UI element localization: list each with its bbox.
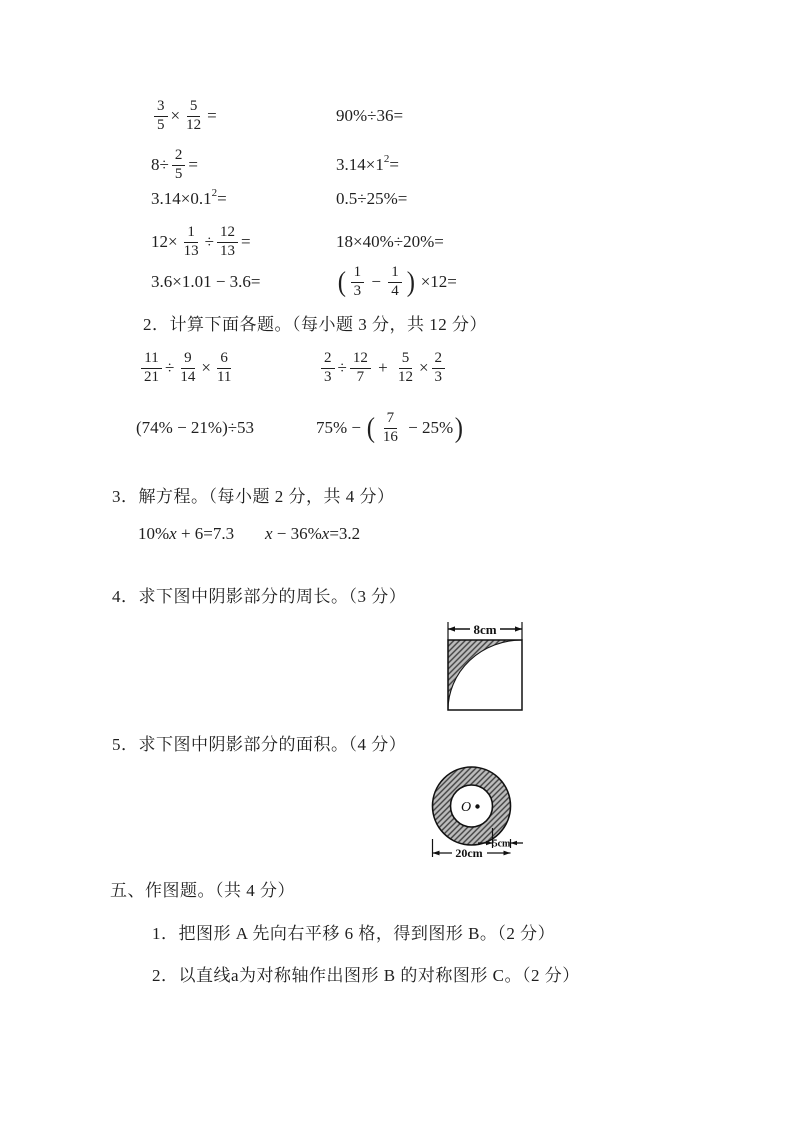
big-parenthesis: ( [366,411,376,444]
fraction: $\frac{5}{12}$ [186,98,202,133]
fraction: $\frac{12}{13}$ [217,224,238,260]
square-quarter-circle-figure [438,614,533,714]
math-expression [151,147,336,183]
fraction: $\frac{3}{5}$ [154,98,168,134]
math-text: 8÷ [151,155,169,174]
math-expression [336,264,457,300]
center-label: O [460,800,472,815]
math-expression [151,224,336,260]
math-text: × [170,106,181,125]
math-text: + [373,358,392,377]
math-expression [138,350,318,386]
fraction: $\frac{1}{4}$ [388,264,402,300]
variable: x [169,524,177,543]
drawing-task-2: 2．以直线a为对称轴作出图形 B 的对称图形 C。（2 分） [152,966,580,985]
fraction: $\frac{1}{3}$ [351,264,365,300]
ring-figure [423,756,541,862]
fraction: $\frac{2}{3}$ [321,350,335,386]
calc-row-2 [136,403,465,453]
dimension-8cm [448,622,522,640]
oral-calc-row-2 [151,141,399,189]
fraction: $\frac{2}{5}$ [172,147,186,183]
fraction: $\frac{5}{12}$ [397,350,413,385]
math-text: ÷ [337,358,347,377]
math-expression [136,418,316,438]
fraction: $\frac{2}{3}$ [432,350,446,386]
math-expression [316,410,465,446]
fraction: $\frac{7}{16}$ [382,410,398,445]
equation-2 [265,524,360,544]
arrow-left-icon [433,851,440,856]
math-text: = [389,155,399,174]
math-text: × [418,358,429,377]
fraction: $\frac{1}{13}$ [183,224,199,259]
math-text: =3.2 [329,524,361,543]
math-expression [151,272,336,292]
big-parenthesis: ) [406,265,415,298]
math-expression [151,98,336,134]
equation-1 [138,524,265,544]
question-5-heading: 5．求下图中阴影部分的面积。（4 分） [112,735,407,754]
question-3-heading: 3．解方程。（每小题 2 分，共 4 分） [112,487,395,506]
shaded-region [448,640,522,710]
fraction: $\frac{11}{21}$ [141,350,162,386]
diameter-label: 20cm [455,846,483,860]
exponent: 2 [383,152,390,165]
oral-calc-row-5 [151,257,457,307]
math-text: 75% − [316,418,366,437]
math-text: 90%÷36= [336,106,404,125]
math-text: 10% [138,524,170,543]
math-text: + 6=7.3 [176,524,235,543]
arrow-left-icon [511,841,518,845]
math-text: − 25% [403,418,454,437]
oral-calc-row-3 [151,187,407,211]
width-dimension-label: 8cm [473,622,497,637]
math-text: ÷ [204,232,214,251]
math-expression [318,350,448,386]
section-wu-heading: 五、作图题。（共 4 分） [110,881,295,900]
fraction: $\frac{9}{14}$ [180,350,196,385]
arrow-left-icon [448,626,455,631]
question-4-heading: 4．求下图中阴影部分的周长。（3 分） [112,587,407,606]
math-expression [336,106,403,126]
arrow-right-icon [504,851,511,856]
math-text: (74% − 21%)÷53 [136,418,255,437]
math-expression [336,189,407,209]
question-2-heading: 2．计算下面各题。（每小题 3 分，共 12 分） [143,315,487,334]
math-text: 3.14×1 [336,155,384,174]
math-text: = [240,232,251,251]
math-text: ×12= [416,272,457,291]
math-expression [151,186,336,209]
variable: x [321,524,330,543]
exponent: 2 [211,186,218,199]
inner-circle [451,785,493,827]
math-text: = [217,189,227,208]
math-text: = [207,106,217,125]
calc-row-1 [138,343,448,393]
equation-row [138,523,360,545]
math-text: − 36% [272,524,322,543]
math-text: ÷ [165,358,175,377]
oral-calc-row-1 [151,92,403,140]
fraction: $\frac{6}{11}$ [216,350,232,385]
math-text: 3.6×1.01 − 3.6= [151,272,261,291]
math-text: 0.5÷25%= [336,189,408,208]
math-text: 12× [151,232,178,251]
math-text: = [188,155,198,174]
variable: x [265,524,273,543]
fraction: $\frac{12}{7}$ [350,350,371,386]
arrow-right-icon [515,626,522,631]
math-text: 3.14×0.1 [151,189,212,208]
big-parenthesis: ) [454,411,464,444]
center-dot [475,804,479,808]
math-expression [336,232,444,252]
math-text: 18×40%÷20%= [336,232,444,251]
math-expression [336,152,399,175]
math-text: − [367,272,386,291]
drawing-task-1: 1．把图形 A 先向右平移 6 格，得到图形 B。（2 分） [152,924,556,943]
math-text: × [201,358,211,377]
ring-width-label: 5cm [492,838,511,850]
big-parenthesis: ( [337,265,346,298]
